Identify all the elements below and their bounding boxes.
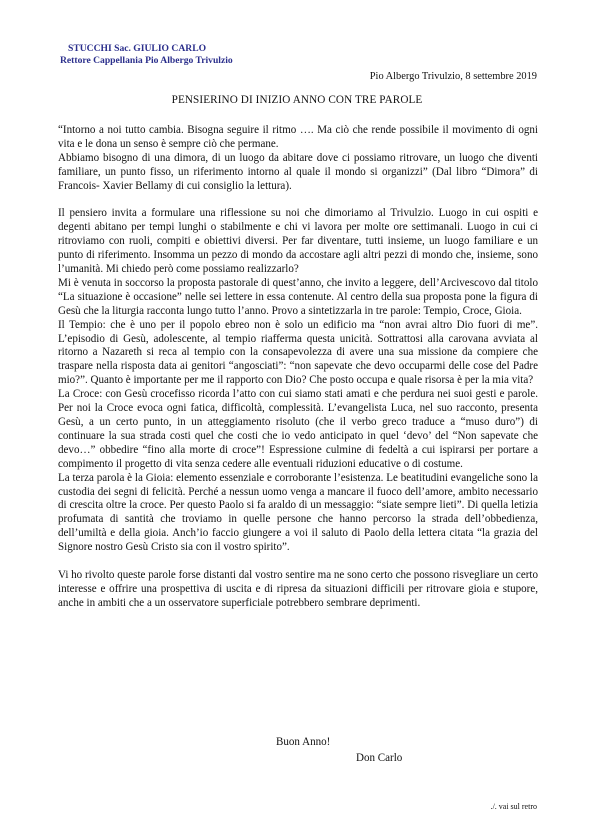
letterhead xyxy=(60,43,233,67)
letterhead-role: Rettore Cappellania Pio Albergo Trivulzio xyxy=(60,55,233,66)
paragraph-conclusion: Vi ho rivolto queste parole forse distanti dal vostro sentire ma ne sono certo che possono risvegliare un certo interesse e offrire una prospettiva di uscita e di ripresa da situazioni difficili per ritrovare gioia e stupore, anche in ambiti che a un osservatore superficiale potrebbero sembrare deprimenti. xyxy=(58,568,538,609)
paragraph-quote-1: “Intorno a noi tutto cambia. Bisogna seguire il ritmo …. Ma ciò che rende possibile il movimento di ogni vita e le dona un senso è sempre ciò che permane. xyxy=(58,124,538,150)
letterhead-author: STUCCHI Sac. GIULIO CARLO xyxy=(68,43,207,54)
closing-signature: Don Carlo xyxy=(356,752,403,764)
page-footer-note: ./. vai sul retro xyxy=(490,802,537,811)
document-title: PENSIERINO DI INIZIO ANNO CON TRE PAROLE xyxy=(171,94,423,106)
paragraph-tempio: Il Tempio: che è uno per il popolo ebreo non è solo un edificio ma “non avrai altro Dio fuori di me”. L’episodio di Gesù, adolescente, al tempio riafferma questa unicità. Sottrattosi alla carovana avviata al ritorno a Nazareth si reca al tempio con la consapevolezza di avere una sua missione da compiere che traspare nella risposta data ai genitori “angosciati”: “non sapevate che devo occuparmi delle cose del Padre mio?”. Quanto è importante per me il rapporto con Dio? Che posto occupa e quale risorsa è per la mia vita? xyxy=(58,318,538,387)
letter-body xyxy=(58,124,538,611)
paragraph-croce: La Croce: con Gesù crocefisso ricorda l’atto con cui siamo stati amati e che perdura nei suoi gesti e parole. Per noi la Croce evoca ogni fatica, difficoltà, complessità. L’evangelista Luca, nel suo racconto, presenta Gesù, a un certo punto, in un atteggiamento risoluto (che il verbo greco traduce a “muso duro”) di continuare la sua strada costi quel che costi che io vedo anticipato in quel ‘devo’ del “Non sapevate che devo…” obbedire “fino alla morte di croce”! Espressione culmine di fedeltà a cui ispirarsi per portare a compimento il progetto di vita senza cedere alle eventuali riduzioni educative o di costume. xyxy=(58,388,538,470)
paragraph-proposal: Mi è venuta in soccorso la proposta pastorale di quest’anno, che invito a leggere, dell’Arcivescovo dal titolo “La situazione è occasione” nelle sei lettere in essa contenute. Al centro della sua proposta pone la figura di Gesù che la liturgia racconta lungo tutto l’anno. Provo a sintetizzarla in tre parole: Tempio, Croce, Gioia. xyxy=(58,276,538,317)
paragraph-quote-2: Abbiamo bisogno di una dimora, di un luogo da abitare dove ci possiamo ritrovare, un luogo che diventi familiare, un punto fisso, un riferimento intorno al quale il mondo si organizzi” (Dal libro “Dimora” di Francois- Xavier Bellamy di cui consiglio la lettura). xyxy=(58,151,538,192)
paragraph-reflection: Il pensiero invita a formulare una riflessione su noi che dimoriamo al Trivulzio. Luogo in cui ospiti e degenti abitano per tempi lunghi o stabilmente e chi vi lavora per molte ore settimanali. Luogo in cui ci ritroviamo con ruoli, compiti e obiettivi diversi. Per far diventare, tutti insieme, un luogo familiare e un punto di riferimento. Insomma un pezzo di mondo da accostare agli altri pezzi di mondo che, insieme, sono l’umanità. Mi chiedo però come possiamo realizzarlo? xyxy=(58,207,538,276)
paragraph-gioia: La terza parola è la Gioia: elemento essenziale e corroborante l’esistenza. Le beatitudini evangeliche sono la custodia dei segni di felicità. Perché a nessun uomo venga a mancare il fuoco dell’amore, ambito necessario di crescita oltre la croce. Per questo Paolo si fa araldo di un messaggio: “siate sempre lieti”. Di quella letizia profumata di santità che troviamo in quelle persone che hanno percorso la strada dell’obbedienza, dell’umiltà e della gioia. Anch’io faccio giungere a voi il saluto di Paolo della lettera citata “la grazia del Signore nostro Gesù Cristo sia con il vostro spirito”. xyxy=(58,471,538,554)
dateline: Pio Albergo Trivulzio, 8 settembre 2019 xyxy=(369,71,537,82)
closing-greeting: Buon Anno! xyxy=(276,736,331,748)
